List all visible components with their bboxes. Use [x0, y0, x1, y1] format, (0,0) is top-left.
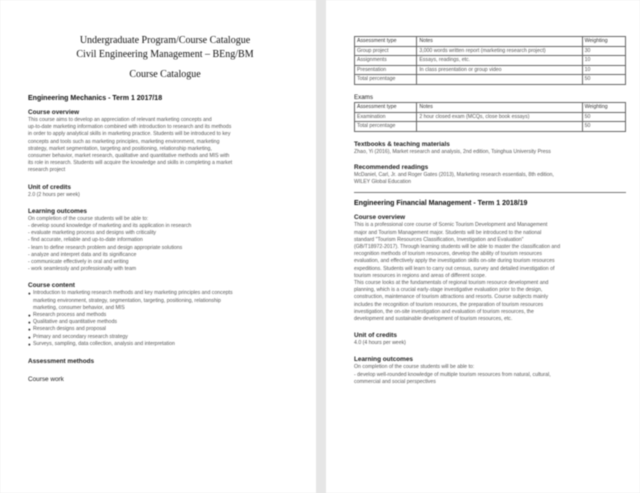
list-item: ● Qualitative and quantitative methods — [28, 319, 302, 326]
text-line: (GB/T18972-2017). Through learning students will be able to master the classification and — [354, 243, 561, 250]
table-cell: Total percentage — [355, 75, 417, 85]
outcome-item: - learn to define research problem and design appropriate solutions — [28, 244, 183, 251]
text-line: investigation, the on-site investigation and evaluation of tourism resources, the — [354, 308, 534, 315]
table-cell — [417, 122, 582, 132]
table-cell: 50 — [582, 112, 625, 122]
course-title-engineering-mechanics: Engineering Mechanics - Term 1 2017/18 — [28, 95, 163, 102]
list-item: ● Research designs and proposal — [28, 326, 302, 333]
table-cell: Examination — [355, 112, 417, 122]
text-line: in order to apply analytical skills in marketing practice. Students will be introduced to key — [28, 131, 231, 138]
outcome-item: - develop sound knowledge of marketing and its application in research — [28, 223, 192, 230]
text-line: evaluation, and effectively apply the investigation skills on-site during tourism resources — [354, 258, 555, 265]
unit-of-credits-heading: Unit of credits — [28, 183, 71, 191]
list-item: ● Surveys, sampling, data collection, analysis and interpretation — [28, 341, 302, 348]
learning-outcomes-heading: Learning outcomes — [354, 356, 413, 364]
text-line: expeditions. Students will learn to carry out census, survey and detailed investigation of — [354, 265, 555, 272]
course-content-heading: Course content — [28, 282, 75, 290]
text-line: strategy, market segmentation, targeting and positioning, relationship marketing, — [28, 145, 212, 152]
text-line: This is a professional core course of Scenic Tourism Development and Management — [354, 222, 548, 229]
table-header-row — [355, 37, 626, 47]
outcome-item: - work seamlessly and professionally with team — [28, 266, 137, 273]
list-item: ● Research process and methods — [28, 312, 302, 319]
unit-of-credits-value: 4.0 (4 hours per week) — [354, 340, 406, 347]
course-overview-text — [354, 222, 626, 323]
recommended-readings-text — [354, 172, 626, 186]
table-cell: 30 — [582, 46, 625, 56]
table-header-cell: Assessment type — [355, 102, 417, 112]
course-content-list — [28, 290, 302, 348]
list-item: ● Introduction to marketing research methods and key marketing principles and concepts marketing environment, strategy, segmentation, targeting, positioning, relationship marketing, consumer behavior, and MIS — [28, 290, 302, 312]
table-cell: Total percentage — [355, 122, 417, 132]
table-header-cell: Assessment type — [355, 37, 417, 47]
table-cell: 3,000 words written report (marketing research project) — [417, 46, 582, 56]
learning-outcomes-list — [354, 364, 626, 386]
table-header-cell: Weighting — [582, 102, 625, 112]
table-cell: In class presentation or group video — [417, 65, 582, 75]
table-header-cell: Notes — [417, 102, 582, 112]
text-line: up-to-date marketing information combined with introduction to research and its methods — [28, 124, 232, 131]
learning-outcomes-list — [28, 216, 302, 274]
table-cell: Presentation — [355, 65, 417, 75]
table-cell: Group project — [355, 46, 417, 56]
textbooks-value: Zhao, Yi (2016), Market research and analysis, 2nd edition, Tsinghua University Press — [354, 148, 551, 155]
course-overview-heading: Course overview — [354, 214, 406, 222]
outcome-item: On completion of the course students will be able to: — [354, 364, 475, 371]
outcome-item: commercial and social perspectives — [354, 378, 436, 385]
table-cell: 50 — [582, 122, 625, 132]
exams-heading: Exams — [354, 93, 373, 101]
table-row — [355, 56, 626, 66]
text-line: tourism resources in regions and areas of different scope. — [354, 272, 487, 279]
learning-outcomes-heading: Learning outcomes — [28, 207, 87, 215]
course-work-heading: Course work — [28, 376, 64, 384]
outcome-item: - analyze and interpret data and its significance — [28, 251, 137, 258]
table-header-cell: Notes — [417, 37, 582, 47]
course-overview-heading: Course overview — [28, 109, 80, 116]
recommended-readings-heading: Recommended readings — [354, 163, 429, 171]
section-divider — [354, 192, 626, 193]
text-line: major and Tourism Management major. Students will be introduced to the national — [354, 229, 542, 236]
list-item: ● Primary and secondary research strategy — [28, 334, 302, 341]
catalogue-header-title: Course Catalogue — [129, 69, 201, 80]
text-line: recognition methods of tourism resources, develop the ability of tourism resources — [354, 251, 542, 258]
text-line: This course aims to develop an appreciation of relevant marketing concepts and — [28, 117, 212, 123]
text-line: consumer behavior, market research, qualitative and quantitative methods and MIS with — [28, 153, 230, 160]
catalogue-header-program: Undergraduate Program/Course Catalogue — [79, 35, 251, 46]
text-line: concepts and tools such as marketing principles, marketing environment, marketing — [28, 138, 220, 145]
table-row — [355, 75, 626, 85]
table-cell: 2 hour closed exam (MCQs, close book essays) — [417, 112, 582, 122]
outcome-item: - develop well-rounded knowledge of multiple tourism resources from natural, cultural, — [354, 371, 551, 378]
text-line: its role in research. Students will acquire the knowledge and skills in completing a market — [28, 160, 233, 167]
table-header-row — [355, 102, 626, 112]
text-line: development and sustainable development of tourism resources, etc. — [354, 316, 513, 322]
assessment-methods-heading: Assessment methods — [28, 358, 95, 366]
text-line: research project — [28, 167, 66, 174]
table-cell: Assignments — [355, 56, 417, 66]
text-line: includes the recognition of tourism resources, the preparation of tourism resources — [354, 301, 544, 308]
outcome-item: - communicate effectively in oral and writing — [28, 259, 129, 266]
coursework-assessment-table — [354, 36, 626, 85]
text-line: WILEY Global Education — [354, 179, 411, 186]
text-line: McDaniel, Carl, Jr. and Roger Gates (2013), Marketing research essentials, 8th edition, — [354, 171, 554, 178]
table-cell: Essays, readings, etc. — [417, 56, 582, 66]
text-line: This course looks at the fundamentals of regional tourism resource development and — [354, 279, 549, 286]
text-line: construction, maintenance of tourism attractions and resorts. Course subjects mainly — [354, 294, 549, 301]
table-cell: 10 — [582, 56, 625, 66]
catalogue-header-major: Civil Engineering Management – BEng/BM — [76, 49, 254, 60]
table-row — [355, 122, 626, 132]
exams-assessment-table — [354, 102, 626, 132]
text-line: planning, which is a crucial early-stage investigative evaluation prior to the design, — [354, 287, 543, 294]
table-cell: 50 — [582, 75, 625, 85]
unit-of-credits-value: 2.0 (2 hours per week) — [28, 191, 80, 198]
textbooks-heading: Textbooks & teaching materials — [354, 140, 450, 148]
outcome-item: On completion of the course students will be able to: — [28, 215, 149, 222]
course-title-engineering-financial-management: Engineering Financial Management - Term 1 2018/19 — [354, 200, 528, 208]
table-cell: 10 — [582, 65, 625, 75]
document-page-left — [0, 0, 316, 493]
document-page-right — [326, 0, 640, 493]
course-overview-text — [28, 117, 302, 175]
outcome-item: - find accurate, reliable and up-to-date information — [28, 237, 143, 244]
unit-of-credits-heading: Unit of credits — [354, 332, 397, 340]
table-row — [355, 46, 626, 56]
table-row — [355, 112, 626, 122]
outcome-item: - evaluate marketing process and designs with criticality — [28, 230, 157, 237]
text-line: standard "Tourism Resources Classification, Investigation and Evaluation" — [354, 236, 524, 243]
table-header-cell: Weighting — [582, 37, 625, 47]
table-row — [355, 65, 626, 75]
table-cell — [417, 75, 582, 85]
